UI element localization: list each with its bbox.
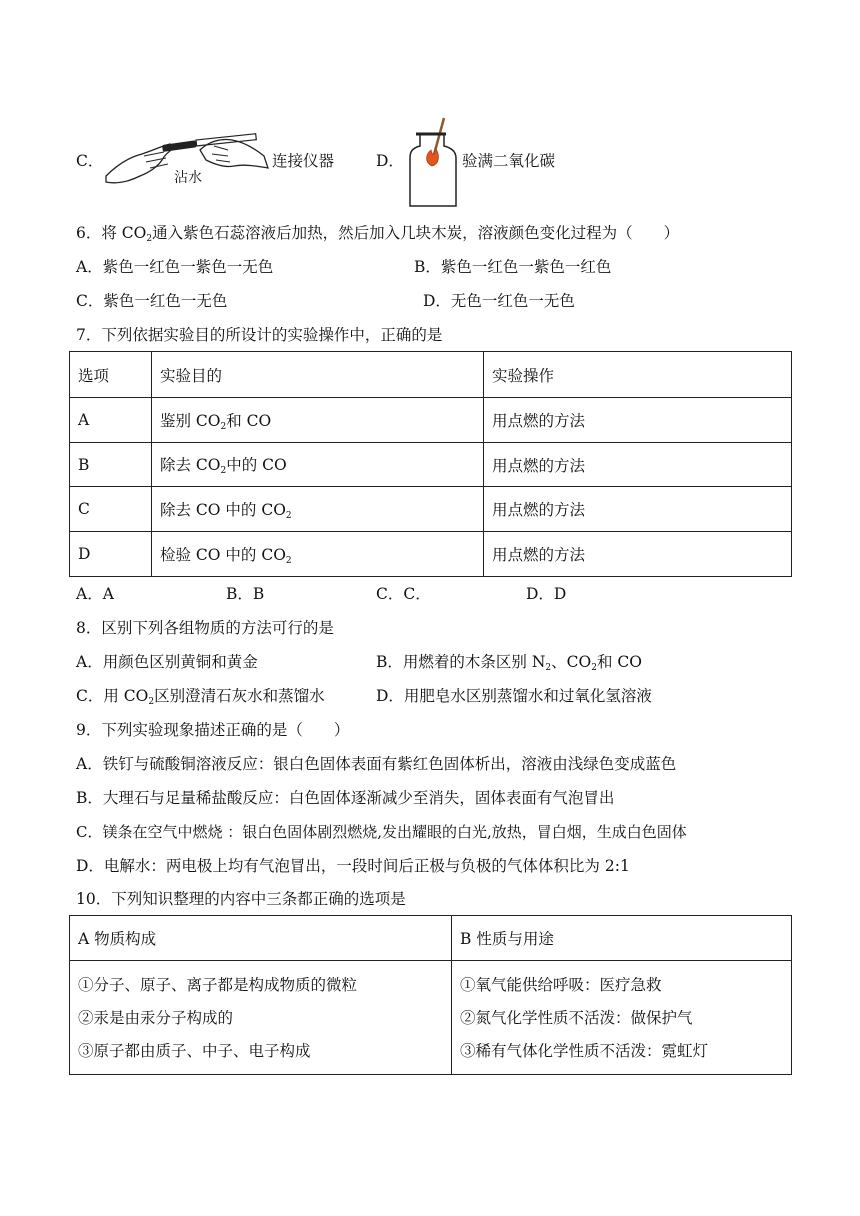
figure-label-water: 沾水 bbox=[174, 170, 202, 186]
list-item: ①氧气能供给呼吸：医疗急救 bbox=[460, 976, 662, 994]
q6-option-c: C．紫色一红色一无色 bbox=[76, 292, 228, 310]
q8-option-a: A．用颜色区别黄铜和黄金 bbox=[76, 653, 258, 671]
q8-option-c: C．用 $CO_2$区别澄清石灰水和蒸馏水 bbox=[76, 687, 325, 707]
q7-header-aim: 实验目的 bbox=[152, 352, 484, 398]
table-row bbox=[70, 487, 792, 532]
q10-right-cell bbox=[452, 961, 792, 1075]
option-c-letter: C． bbox=[76, 152, 104, 170]
q7-row-operation: 用点燃的方法 bbox=[484, 532, 792, 577]
list-item: ②氮气化学性质不活泼：做保护气 bbox=[460, 1009, 693, 1027]
q10-left-header: A 物质构成 bbox=[70, 916, 452, 961]
q10-left-cell bbox=[70, 961, 452, 1075]
q6-option-a: A．紫色一红色一紫色一无色 bbox=[76, 258, 274, 276]
option-d-letter: D． bbox=[376, 152, 404, 170]
option-c-caption: 连接仪器 bbox=[272, 152, 335, 170]
table-row bbox=[70, 398, 792, 443]
q7-stem: 7．下列依据实验目的所设计的实验操作中，正确的是 bbox=[76, 326, 443, 344]
list-item: ③稀有气体化学性质不活泼：霓虹灯 bbox=[460, 1042, 709, 1060]
option-d-caption: 验满二氧化碳 bbox=[462, 152, 556, 170]
q7-answer-d: D．D bbox=[526, 585, 567, 603]
q10-header-row bbox=[70, 916, 792, 961]
q9-option-a: A．铁钉与硫酸铜溶液反应：银白色固体表面有紫红色固体析出，溶液由浅绿色变成蓝色 bbox=[76, 755, 677, 773]
q8-option-d: D．用肥皂水区别蒸馏水和过氧化氢溶液 bbox=[376, 687, 652, 705]
q9-option-d: D．电解水：两电极上均有气泡冒出，一段时间后正极与负极的气体体积比为 2:1 bbox=[76, 857, 630, 875]
q8-stem: 8．区别下列各组物质的方法可行的是 bbox=[76, 619, 334, 637]
list-item: ③原子都由质子、中子、电子构成 bbox=[78, 1042, 311, 1060]
q7-answer-a: A．A bbox=[76, 585, 114, 603]
q7-row-aim: 除去 CO 中的 $CO_2$ bbox=[152, 487, 484, 532]
q7-row-aim: 检验 CO 中的 $CO_2$ bbox=[152, 532, 484, 577]
q7-row-option: C bbox=[70, 487, 152, 532]
q10-right-header: B 性质与用途 bbox=[452, 916, 792, 961]
q7-row-aim: 鉴别 $CO_2$和 CO bbox=[152, 398, 484, 443]
q7-table bbox=[69, 351, 792, 577]
q7-row-option: A bbox=[70, 398, 152, 443]
list-item: ①分子、原子、离子都是构成物质的微粒 bbox=[78, 976, 358, 994]
q10-stem: 10．下列知识整理的内容中三条都正确的选项是 bbox=[76, 890, 406, 908]
q7-row-aim: 除去 $CO_2$中的 CO bbox=[152, 443, 484, 487]
q7-header-option: 选项 bbox=[70, 352, 152, 398]
q6-option-b: B．紫色一红色一紫色一红色 bbox=[414, 258, 612, 276]
table-row bbox=[70, 443, 792, 487]
q7-answer-b: B．B bbox=[226, 585, 265, 603]
q7-row-operation: 用点燃的方法 bbox=[484, 487, 792, 532]
q7-row-operation: 用点燃的方法 bbox=[484, 398, 792, 443]
table-row bbox=[70, 961, 792, 1075]
q7-header-operation: 实验操作 bbox=[484, 352, 792, 398]
list-item: ②汞是由汞分子构成的 bbox=[78, 1009, 234, 1027]
q6-option-d: D．无色一红色一无色 bbox=[423, 292, 575, 310]
gas-bottle-figure bbox=[402, 112, 460, 210]
table-row bbox=[70, 532, 792, 577]
q9-stem: 9．下列实验现象描述正确的是（ ） bbox=[76, 721, 350, 739]
q7-header-row bbox=[70, 352, 792, 398]
q10-table bbox=[69, 915, 792, 1075]
q7-row-operation: 用点燃的方法 bbox=[484, 443, 792, 487]
q8-option-b: B．用燃着的木条区别 $N_2$、$CO_2$和 CO bbox=[376, 653, 642, 673]
q9-option-c: C．镁条在空气中燃烧 ：银白色固体剧烈燃烧,发出耀眼的白光,放热，冒白烟，生成白色固体 bbox=[76, 823, 687, 841]
q9-option-b: B．大理石与足量稀盐酸反应：白色固体逐渐减少至消失，固体表面有气泡冒出 bbox=[76, 789, 615, 807]
q6-stem: 6．将 $CO_2$通入紫色石蕊溶液后加热，然后加入几块木炭，溶液颜色变化过程为（ ） bbox=[76, 224, 680, 244]
q7-answer-c: C．C． bbox=[376, 585, 431, 603]
q7-row-option: D bbox=[70, 532, 152, 577]
q7-row-option: B bbox=[70, 443, 152, 487]
